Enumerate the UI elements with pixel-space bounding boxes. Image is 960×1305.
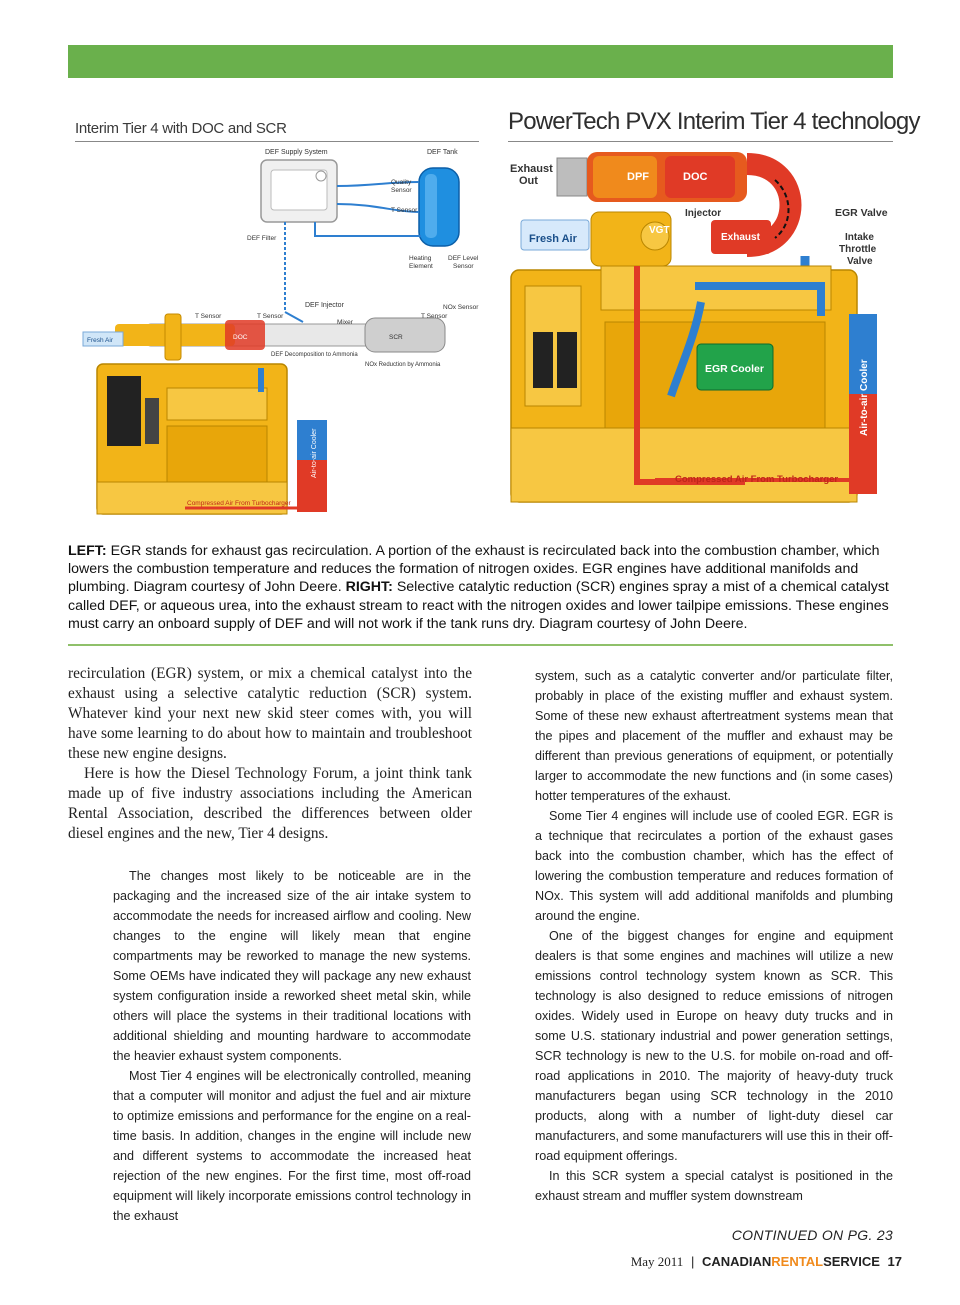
label-doc-right: DOC — [683, 171, 708, 183]
label-intake-1: Intake — [845, 232, 874, 243]
label-fresh-air-right: Fresh Air — [529, 233, 577, 245]
footer-separator: | — [690, 1254, 695, 1269]
continued-notice: CONTINUED ON PG. 23 — [731, 1227, 893, 1243]
egr-diagram — [505, 146, 897, 516]
brand-rental: RENTAL — [771, 1254, 824, 1269]
label-exhaust: Exhaust — [721, 232, 760, 243]
label-dpf: DPF — [627, 171, 649, 183]
label-compressed-air-right: Compressed Air From Turbocharger — [675, 474, 839, 485]
label-heating-2: Element — [409, 263, 433, 270]
label-intake-2: Throttle — [839, 244, 877, 255]
label-exhaust-out-2: Out — [519, 175, 538, 187]
article-column-left — [68, 664, 472, 844]
caption-left-text: EGR stands for exhaust gas recirculation. A portion of the exhaust is recirculated back into the combustion chamber, which lowers the combustion temperature and reduces the formation of nitrogen oxides. EGR engines have additional manifolds and plumbing. Diagram courtesy of John Deere. — [68, 543, 880, 596]
label-t-sensor-1: T Sensor — [195, 313, 222, 320]
page-number: 17 — [887, 1254, 902, 1269]
caption-left-label: LEFT: — [68, 543, 107, 559]
quote-paragraph: The changes most likely to be noticeable are in the packaging and the increased size of the air intake system to accommodate the needs for increased airflow and cooling. New changes to the engine will likely mean that engine compartments may be reworked to manage the new systems. Some OEMs have indicated they will package any new exhaust system configuration inside a reworked sheet metal skin, while others will place the systems in their traditional locations with additional shielding and mounting hardware to accommodate the heavier exhaust system components. — [113, 869, 471, 1063]
brand-service: SERVICE — [823, 1254, 880, 1269]
label-t-sensor-3: T Sensor — [421, 313, 448, 320]
paragraph: Here is how the Diesel Technology Forum, a joint think tank made up of five industry associations including the American Rental Association, described the differences between older diesel engines and the new, Tier 4 designs. — [68, 765, 472, 842]
caption-divider — [68, 644, 893, 646]
label-def-injector: DEF Injector — [305, 302, 344, 309]
paragraph: recirculation (EGR) system, or mix a chemical catalyst into the exhaust using a selective catalytic reduction (SCR) system. Whatever kind your next new skid steer comes with, you will have some learning to do about how to maintain and troubleshoot these new engine designs. — [68, 665, 472, 762]
paragraph: Some Tier 4 engines will include use of cooled EGR. EGR is a technique that recirculates a portion of the exhaust gases back into the combustion chamber, which has the effect of lowering the combustion temperature and reduces formation of NOx. This system will add additional manifolds and plumbing around the engine. — [535, 809, 893, 923]
label-egr-valve: EGR Valve — [835, 207, 888, 219]
left-figure-title: Interim Tier 4 with DOC and SCR — [75, 120, 287, 137]
brand-canadian: CANADIAN — [701, 1254, 772, 1269]
paragraph: system, such as a catalytic converter and/or particulate filter, probably in place of the existing muffler and exhaust system. Some of these new exhaust aftertreatment systems mean that the pipes and placement of the muffler and exhaust may be different than previous generations of equipment, or potentially larger to accommodate the new functions and (in some cases) hotter temperatures of the exhaust. — [535, 669, 893, 803]
label-def-filter: DEF Filter — [247, 235, 277, 242]
label-mixer: Mixer — [337, 319, 353, 326]
label-nox-sensor: NOx Sensor — [443, 304, 479, 311]
right-title-rule — [508, 141, 893, 142]
def-tank — [419, 168, 459, 246]
paragraph: One of the biggest changes for engine and equipment dealers is that some engines and machines will utilize a new emissions control technology system known as SCR. This technology is also designed to reduce emissions of nitrogen oxides. Widely used in Europe on heavy duty trucks and in some U.S. stationary industrial and power generation settings, SCR technology is new to the U.S. for mobile on-road and off-road applications in 2010. The majority of heavy-duty truck manufacturers began using SCR technology in the 2010 products, along with a number of light-duty diesel car manufacturers, and some manufacturers will use this in their off-road equipment offerings. — [535, 929, 893, 1163]
header-green-bar — [68, 45, 893, 78]
scr-diagram — [75, 142, 485, 522]
page-footer — [631, 1254, 902, 1270]
label-exhaust-out-1: Exhaust — [510, 163, 553, 175]
label-def-tank: DEF Tank — [427, 149, 458, 156]
label-def-decomposition: DEF Decomposition to Ammonia — [271, 352, 358, 358]
label-nox-reduction: NOx Reduction by Ammonia — [365, 362, 441, 368]
label-fresh-air: Fresh Air — [87, 337, 114, 344]
label-injector: Injector — [685, 208, 722, 219]
label-egr-cooler: EGR Cooler — [705, 363, 764, 375]
paragraph: In this SCR system a special catalyst is positioned in the exhaust stream and muffler system downstream — [535, 1169, 893, 1203]
article-column-right — [535, 666, 893, 1206]
caption-right-text: Selective catalytic reduction (SCR) engines spray a mist of a chemical catalyst called DEF, or aqueous urea, into the exhaust stream to react with the nitrogen oxides and lower tailpipe emissions. These engines must carry an onboard supply of DEF and will not work if the tank runs dry. Diagram courtesy of John Deere. — [68, 579, 889, 632]
footer-brand — [702, 1254, 880, 1269]
label-air-cooler-right: Air-to-air Cooler — [859, 359, 870, 436]
label-t-sensor-2: T Sensor — [257, 313, 284, 320]
label-intake-3: Valve — [847, 256, 873, 267]
label-def-supply: DEF Supply System — [265, 149, 328, 156]
figure-caption — [68, 542, 890, 633]
footer-date: May 2011 — [630, 1254, 684, 1269]
label-heating-1: Heating — [409, 255, 432, 262]
label-air-cooler: Air-to-air Cooler — [311, 428, 318, 478]
label-def-level-1: DEF Level — [448, 255, 479, 262]
label-quality-sensor-1: Quality — [391, 179, 412, 186]
quote-paragraph: Most Tier 4 engines will be electronically controlled, meaning that a computer will monitor and adjust the fuel and air mixture to optimize emissions and performance for the engine on a real-time basis. In addition, changes in the engine will include new and different systems to accommodate the increased heat rejection of the new engines. For the first time, most off-road equipment will likely incorporate emissions control technology in the exhaust — [113, 1069, 471, 1223]
right-figure-title: PowerTech PVX Interim Tier 4 technology — [508, 108, 920, 135]
block-quote — [113, 866, 471, 1226]
label-t-sensor-tank: T Sensor — [391, 207, 418, 214]
label-compressed-air: Compressed Air From Turbocharger — [187, 500, 291, 507]
label-def-level-2: Sensor — [453, 263, 474, 270]
label-scr: SCR — [389, 334, 403, 341]
label-doc: DOC — [233, 334, 248, 341]
caption-right-label: RIGHT: — [345, 579, 393, 596]
label-vgt: VGT — [649, 225, 670, 236]
engine-block-right — [511, 266, 857, 502]
def-supply-unit — [261, 160, 337, 222]
label-quality-sensor-2: Sensor — [391, 187, 412, 194]
